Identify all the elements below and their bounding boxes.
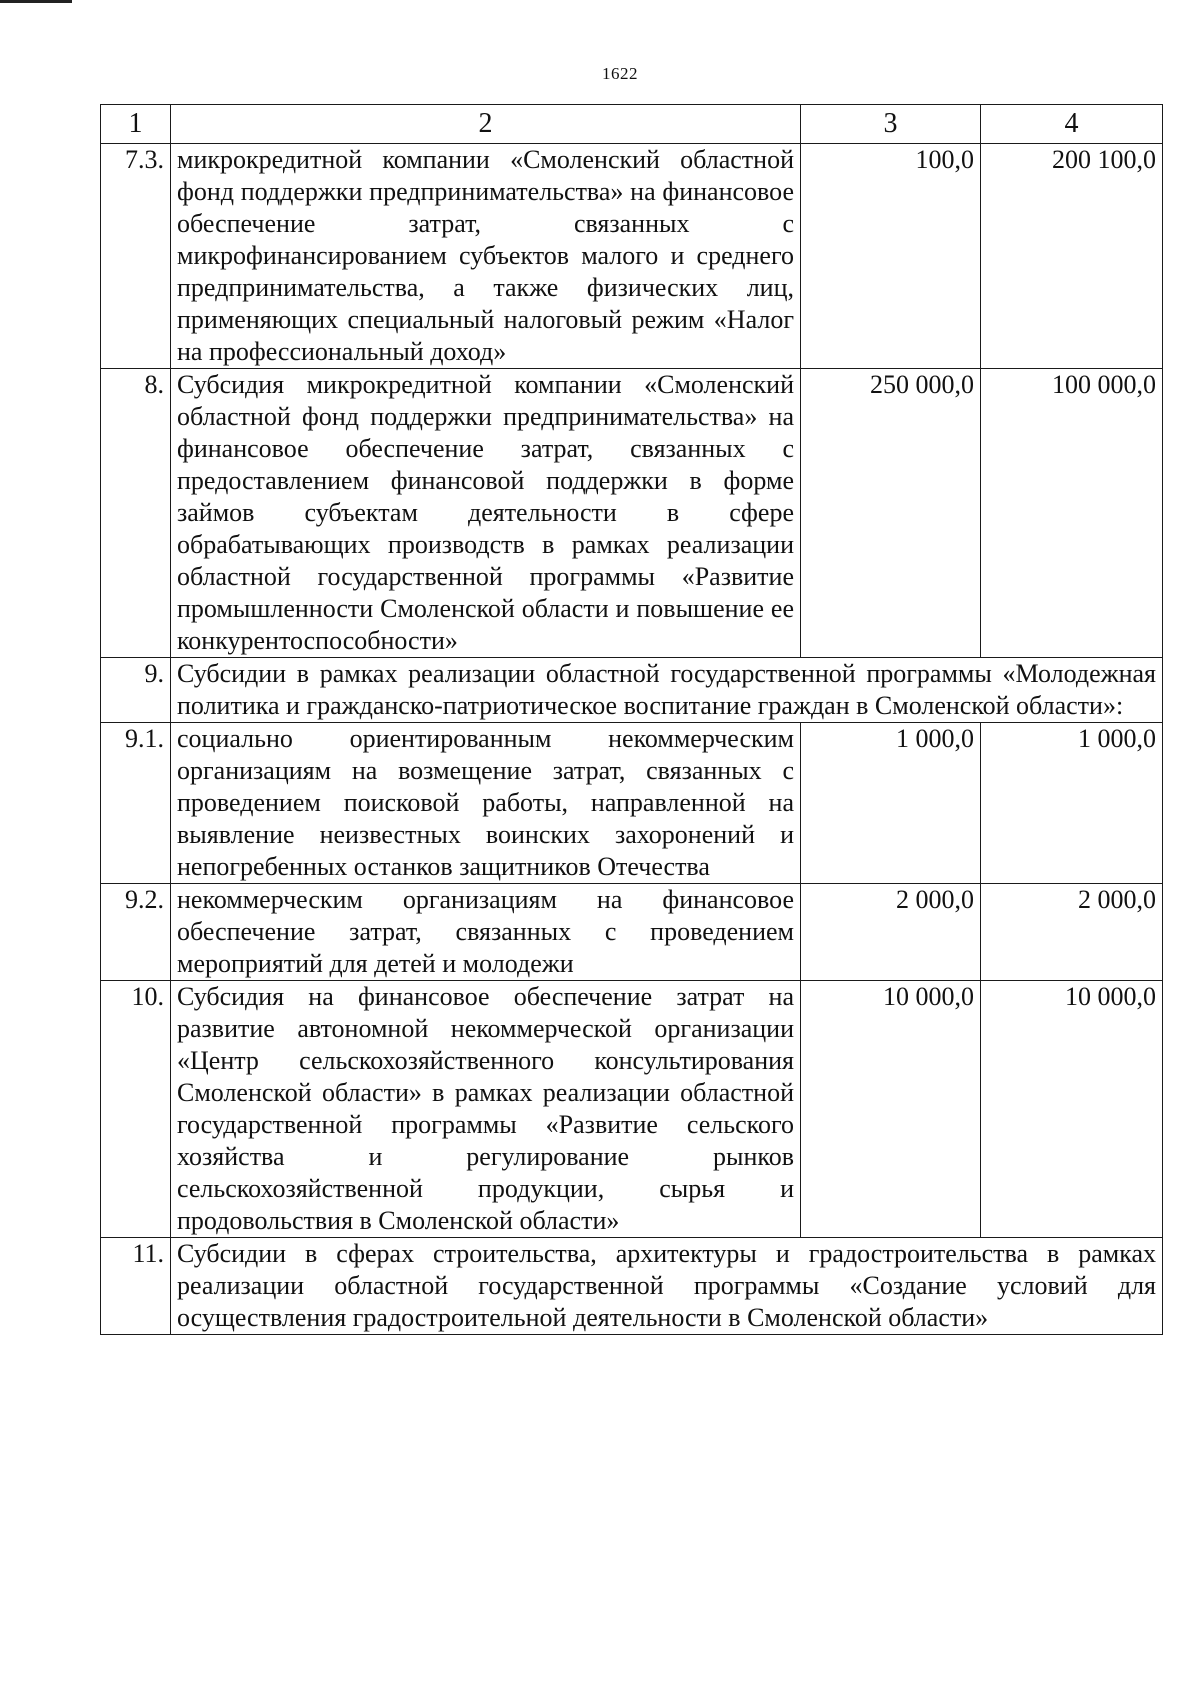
row-value-col4: 2 000,0 [981,884,1163,981]
row-value-col4: 200 100,0 [981,144,1163,369]
header-col-2: 2 [171,105,801,144]
row-value-col3: 2 000,0 [801,884,981,981]
header-col-4: 4 [981,105,1163,144]
budget-table [100,104,1163,1335]
row-value-col4: 100 000,0 [981,369,1163,658]
row-number: 9.2. [101,884,171,981]
table-row [101,884,1163,981]
scan-artifact-line [0,0,72,3]
row-value-col3: 250 000,0 [801,369,981,658]
row-description: некоммерческим организациям на финансовое обеспечение затрат, связанных с проведением мероприятий для детей и молодежи [171,884,801,981]
row-value-col3: 10 000,0 [801,981,981,1238]
header-col-1: 1 [101,105,171,144]
row-number: 11. [101,1238,171,1335]
row-value-col4: 1 000,0 [981,723,1163,884]
table-row [101,144,1163,369]
row-number: 10. [101,981,171,1238]
row-description: Субсидия микрокредитной компании «Смоленский областной фонд поддержки предпринимательства» на финансовое обеспечение затрат, связанных с предоставлением финансовой поддержки в форме займов субъектам деятельности в сфере обрабатывающих производств в рамках реализации областной государственной программы «Развитие промышленности Смоленской области и повышение ее конкурентоспособности» [171,369,801,658]
row-number: 9. [101,658,171,723]
table-row [101,981,1163,1238]
row-value-col3: 1 000,0 [801,723,981,884]
row-number: 9.1. [101,723,171,884]
row-description: Субсидии в сферах строительства, архитектуры и градостроительства в рамках реализации областной государственной программы «Создание условий для осуществления градостроительной деятельности в Смоленской области» [171,1238,1163,1335]
header-col-3: 3 [801,105,981,144]
table-row [101,723,1163,884]
row-value-col3: 100,0 [801,144,981,369]
row-value-col4: 10 000,0 [981,981,1163,1238]
row-number: 8. [101,369,171,658]
page-number: 1622 [602,64,638,83]
row-description: Субсидия на финансовое обеспечение затрат на развитие автономной некоммерческой организации «Центр сельскохозяйственного консультирования Смоленской области» в рамках реализации областной государственной программы «Развитие сельского хозяйства и регулирование рынков сельскохозяйственной продукции, сырья и продовольствия в Смоленской области» [171,981,801,1238]
row-description: социально ориентированным некоммерческим организациям на возмещение затрат, связанных с проведением поисковой работы, направленной на выявление неизвестных воинских захоронений и непогребенных останков защитников Отечества [171,723,801,884]
table-row [101,369,1163,658]
table-header-row [101,105,1163,144]
table-row-section [101,1238,1163,1335]
row-description: Субсидии в рамках реализации областной государственной программы «Молодежная политика и гражданско-патриотическое воспитание граждан в Смоленской области»: [171,658,1163,723]
row-description: микрокредитной компании «Смоленский областной фонд поддержки предпринимательства» на финансовое обеспечение затрат, связанных с микрофинансированием субъектов малого и среднего предпринимательства, а также физических лиц, применяющих специальный налоговый режим «Налог на профессиональный доход» [171,144,801,369]
row-number: 7.3. [101,144,171,369]
table-row-section [101,658,1163,723]
